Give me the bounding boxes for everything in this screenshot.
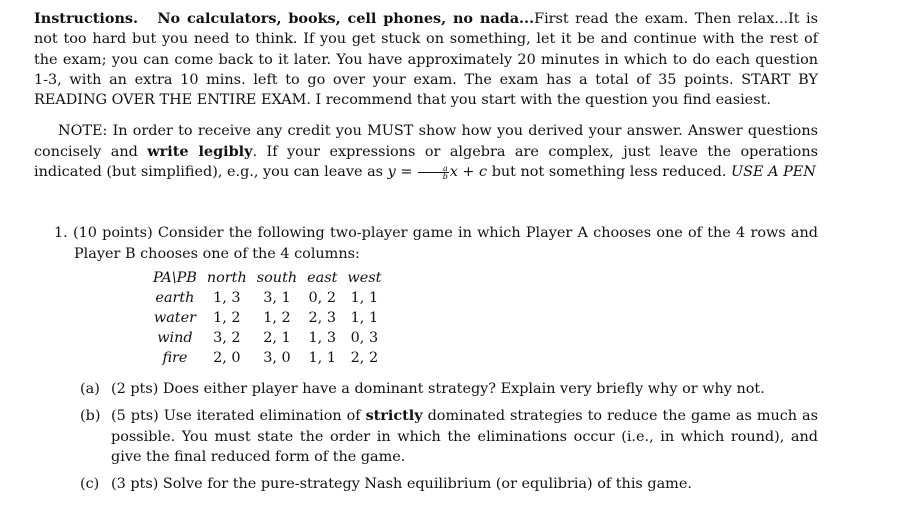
question-part-a [80, 379, 818, 399]
column-header: south [256, 269, 298, 286]
part-label: (b) [80, 408, 101, 425]
note-text-3: but not something less reduced. [487, 164, 732, 181]
part-text-pre: (5 pts) Use iterated elimination of [111, 408, 366, 425]
question-part-b [80, 406, 818, 467]
part-text-post: dominated strategies to reduce the game as much as possible. You must state the order in which the eliminations occur (i.e., in which round), and give the final reduced form of the game. [111, 408, 818, 465]
question-text: (10 points) Consider the following two-player game in which Player A chooses one of the 4 rows and Player B chooses one of the 4 columns: [72, 225, 818, 262]
payoff-row [148, 348, 386, 368]
fraction-denominator: b [442, 171, 448, 181]
payoff-header-row [148, 268, 386, 288]
row-header: wind [157, 329, 193, 346]
payoff-cell: 1, 2 [263, 309, 291, 326]
payoff-cell: 1, 1 [308, 349, 336, 366]
payoff-cell: 2, 3 [308, 309, 336, 326]
payoff-row [148, 308, 386, 328]
equation-rhs: x + c [449, 164, 488, 181]
payoff-row [148, 288, 386, 308]
payoff-cell: 3, 0 [263, 349, 291, 366]
question-part-c [80, 474, 818, 494]
equation-lhs: y = [387, 164, 417, 181]
exam-page [34, 9, 818, 501]
payoff-cell: 2, 0 [213, 349, 241, 366]
row-header: fire [162, 349, 188, 366]
note-emphasis: USE A PEN [731, 164, 816, 181]
column-header: east [307, 269, 338, 286]
payoff-cell: 3, 1 [263, 289, 291, 306]
part-text-bold: strictly [365, 407, 423, 425]
part-label: (a) [80, 380, 100, 397]
row-header: earth [155, 289, 195, 306]
payoff-cell: 2, 1 [263, 329, 291, 346]
equation-fraction [418, 165, 449, 180]
part-text: (3 pts) Solve for the pure-strategy Nash equilibrium (or equlibria) of this game. [111, 476, 692, 493]
note-paragraph [34, 121, 818, 182]
payoff-row [148, 328, 386, 348]
payoff-cell: 3, 2 [213, 329, 241, 346]
question-number: 1. [54, 225, 68, 242]
row-header: water [153, 309, 196, 326]
note-text-1: NOTE: In order to receive any credit you MUST show how you derived your answer. Answer questions concisely and [34, 123, 818, 160]
part-label: (c) [80, 476, 100, 493]
part-text: (2 pts) Does either player have a dominant strategy? Explain very briefly why or why not. [111, 380, 765, 397]
payoff-cell: 0, 2 [308, 289, 336, 306]
question-1 [54, 223, 818, 264]
payoff-cell: 2, 2 [350, 349, 379, 366]
payoff-cell: 1, 2 [213, 309, 241, 326]
payoff-cell: 1, 3 [213, 289, 241, 306]
column-header: west [347, 269, 382, 286]
instructions-body: First read the exam. Then relax...It is not too hard but you need to think. If you get stuck on something, let it be and continue with the rest of the exam; you can come back to it later. You have approximately 20 minutes in which to do each question 1-3, with an extra 10 mins. left to go over your exam. The exam has a total of 35 points. START BY READING OVER THE ENTIRE EXAM. I recommend that you start with the question you find easiest. [34, 11, 818, 109]
question-parts [80, 379, 818, 494]
note-text-2: . If your expressions or algebra are complex, just leave the operations indicated (but simplified), e.g., you can leave as [34, 143, 818, 181]
payoff-cell: 0, 3 [350, 329, 379, 346]
column-header: north [206, 269, 247, 286]
instructions-paragraph [34, 9, 818, 110]
payoff-cell: 1, 1 [350, 289, 379, 306]
instructions-heading: Instructions. [34, 10, 139, 27]
note-bold: write legibly [147, 142, 253, 160]
fraction-numerator: a [418, 165, 449, 173]
payoff-cell: 1, 3 [308, 329, 336, 346]
payoff-corner-label: PA\PB [153, 269, 197, 286]
payoff-cell: 1, 1 [350, 309, 379, 326]
instructions-bold-lead: No calculators, books, cell phones, no nada... [157, 10, 535, 27]
payoff-matrix [148, 268, 386, 368]
